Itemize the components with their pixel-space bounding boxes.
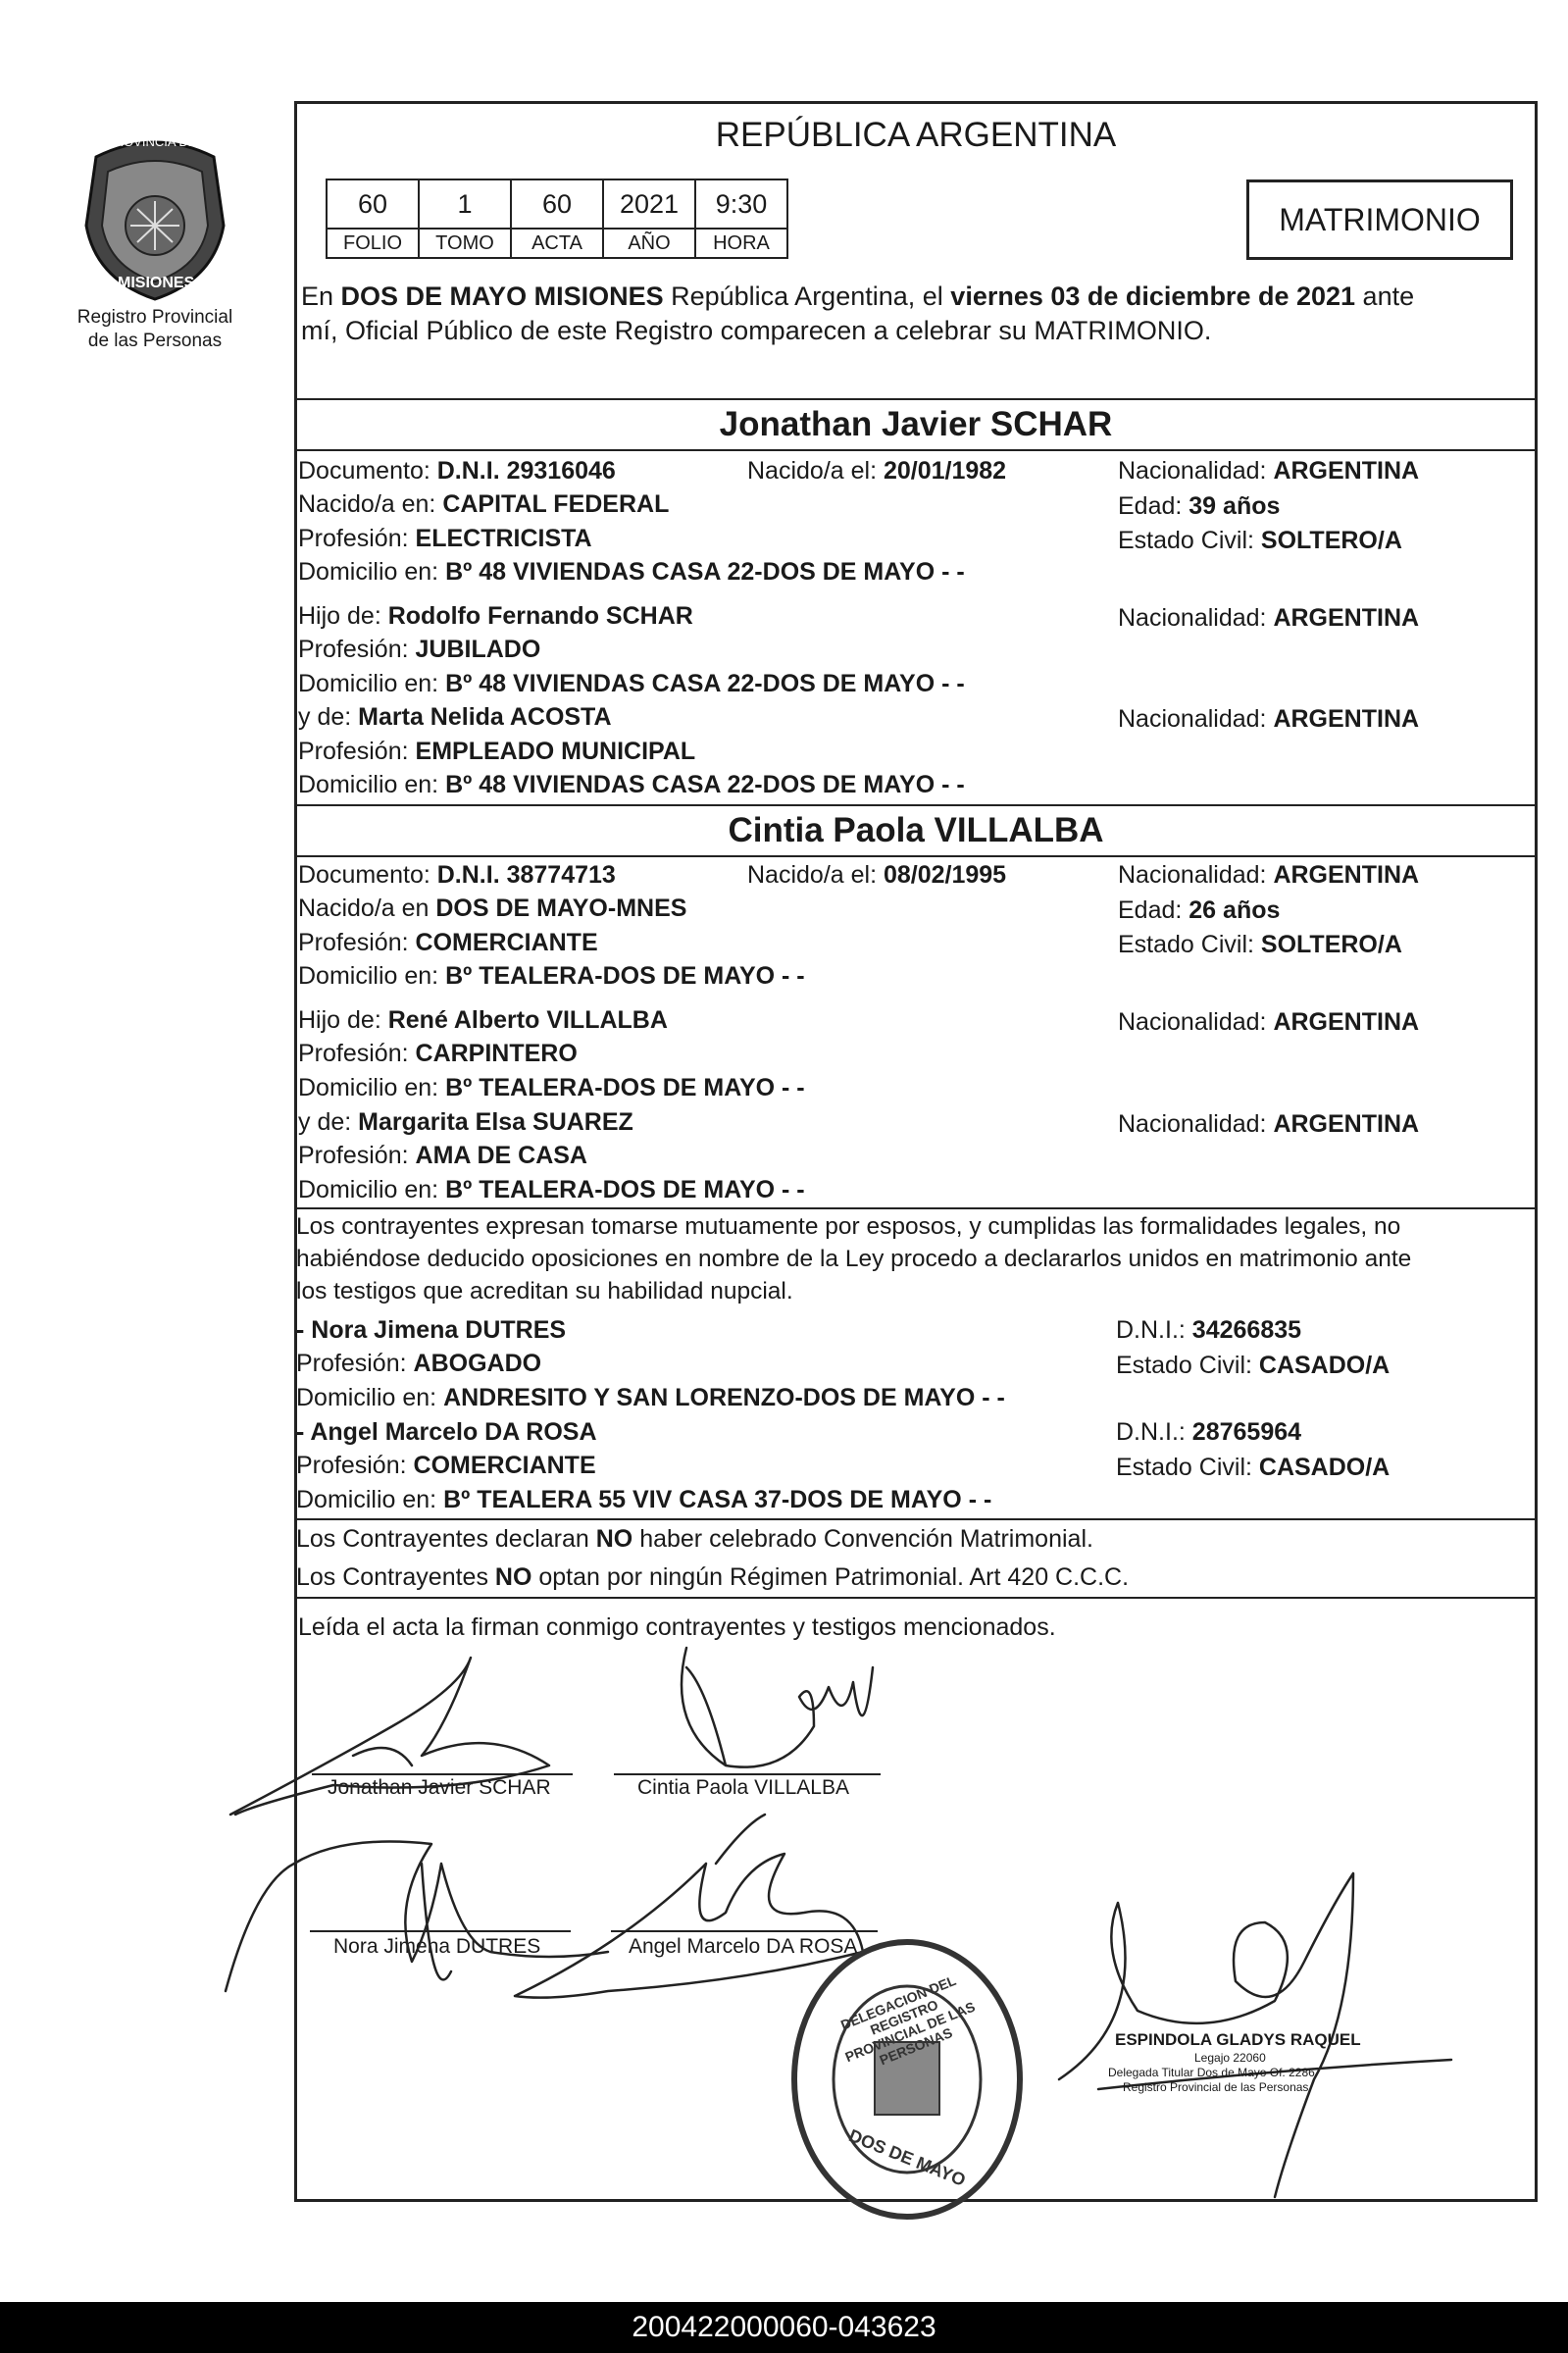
spouse1-address: Domicilio en: Bº 48 VIVIENDAS CASA 22-DOS DE MAYO - - [298,558,965,586]
spouse2-birthdate: Nacido/a el: 08/02/1995 [747,861,1007,889]
spouse1-profession: Profesión: ELECTRICISTA [298,525,592,552]
spouse2-father-name: Hijo de: René Alberto VILLALBA [298,1006,668,1034]
witness1-civil-status: Estado Civil: CASADO/A [1116,1352,1391,1379]
spouse2-age: Edad: 26 años [1118,896,1281,924]
official-legajo: Legajo 22060 [1194,2051,1266,2065]
signature-spouse1 [230,1658,549,1815]
spouse2-name: Cintia Paola VILLALBA [728,811,1104,849]
field-hora: 9:30 HORA [694,179,788,259]
spouse1-documento: Documento: D.N.I. 29316046 [298,457,616,485]
signature-label-witness2: Angel Marcelo DA ROSA [629,1935,858,1958]
signature-label-spouse2: Cintia Paola VILLALBA [637,1776,849,1799]
spouse1-civil-status: Estado Civil: SOLTERO/A [1118,527,1402,554]
field-ano: 2021 AÑO [602,179,696,259]
official-name: ESPINDOLA GLADYS RAQUEL [1115,2030,1361,2049]
spouse1-name: Jonathan Javier SCHAR [719,405,1113,443]
spouse2-civil-status: Estado Civil: SOLTERO/A [1118,931,1402,958]
signature-witness1 [226,1842,608,1992]
registry-stamp-icon [784,1932,1030,2226]
intro-line2: mí, Oficial Público de este Registro comparecen a celebrar su MATRIMONIO. [301,316,1212,345]
intro-line1: En DOS DE MAYO MISIONES República Argentina, el viernes 03 de diciembre de 2021 ante [301,281,1415,311]
signature-spouse2 [682,1648,873,1767]
spouse1-mother-nationality: Nacionalidad: ARGENTINA [1118,705,1420,733]
spouse2-mother-name: y de: Margarita Elsa SUAREZ [298,1108,633,1136]
spouse2-father-nationality: Nacionalidad: ARGENTINA [1118,1008,1420,1036]
signature-label-witness1: Nora Jimena DUTRES [333,1935,541,1958]
spouse2-mother-profession: Profesión: AMA DE CASA [298,1142,587,1169]
spouse1-father-nationality: Nacionalidad: ARGENTINA [1118,604,1420,632]
witness1-name: - Nora Jimena DUTRES [296,1316,567,1344]
spouse1-father-profession: Profesión: JUBILADO [298,636,541,663]
spouse1-birthplace: Nacido/a en: CAPITAL FEDERAL [298,490,670,518]
official-role: Delegada Titular Dos de Mayo Of. 2286 [1108,2066,1315,2079]
logo-caption-line2: de las Personas [87,331,223,351]
spouse2-address: Domicilio en: Bº TEALERA-DOS DE MAYO - - [298,962,805,990]
act-type: MATRIMONIO [1246,179,1513,260]
spouse1-nationality: Nacionalidad: ARGENTINA [1118,457,1420,485]
closing-text: Leída el acta la firman conmigo contrayentes y testigos mencionados. [298,1613,1056,1641]
witness2-civil-status: Estado Civil: CASADO/A [1116,1454,1391,1481]
spouse1-father-address: Domicilio en: Bº 48 VIVIENDAS CASA 22-DOS DE MAYO - - [298,670,965,697]
spouse2-father-profession: Profesión: CARPINTERO [298,1040,578,1067]
seal-text-top: PROVINCIA DE [106,134,197,149]
witness1-profession: Profesión: ABOGADO [296,1350,542,1377]
stamp-inner-text: DOS DE MAYO [845,2125,969,2190]
declaration-line3: los testigos que acreditan su habilidad nupcial. [296,1278,793,1304]
spouse1-mother-address: Domicilio en: Bº 48 VIVIENDAS CASA 22-DOS DE MAYO - - [298,771,965,798]
spouse2-documento: Documento: D.N.I. 38774713 [298,861,616,889]
stamp-ring-text: DELEGACION DEL REGISTRO PROVINCIAL DE LAS PERSONAS [837,1971,978,2069]
logo-caption-line1: Registro Provincial [76,307,233,328]
signature-label-spouse1: Jonathan Javier SCHAR [328,1776,551,1799]
declaration-line1: Los contrayentes expresan tomarse mutuamente por esposos, y cumplidas las formalidades legales, no [296,1213,1401,1240]
spouse2-mother-nationality: Nacionalidad: ARGENTINA [1118,1110,1420,1138]
witness2-dni: D.N.I.: 28765964 [1116,1418,1302,1446]
witness1-dni: D.N.I.: 34266835 [1116,1316,1302,1344]
spouse2-birthplace: Nacido/a en DOS DE MAYO-MNES [298,895,687,922]
spouse2-father-address: Domicilio en: Bº TEALERA-DOS DE MAYO - - [298,1074,805,1101]
spouse1-mother-profession: Profesión: EMPLEADO MUNICIPAL [298,738,696,765]
field-folio: 60 FOLIO [326,179,420,259]
declaration-line2: habiéndose deducido oposiciones en nombre de la Ley procedo a declararlos unidos en matrimonio ante [296,1246,1412,1272]
witness1-address: Domicilio en: ANDRESITO Y SAN LORENZO-DOS DE MAYO - - [296,1384,1005,1411]
witness2-profession: Profesión: COMERCIANTE [296,1452,596,1479]
witness2-name: - Angel Marcelo DA ROSA [296,1418,597,1446]
spouse2-profession: Profesión: COMERCIANTE [298,929,598,956]
witness2-address: Domicilio en: Bº TEALERA 55 VIV CASA 37-DOS DE MAYO - - [296,1486,992,1513]
spouse1-birthdate: Nacido/a el: 20/01/1982 [747,457,1007,485]
spouse1-mother-name: y de: Marta Nelida ACOSTA [298,703,612,731]
page-title: REPÚBLICA ARGENTINA [715,116,1117,154]
spouse1-father-name: Hijo de: Rodolfo Fernando SCHAR [298,602,693,630]
seal-text-bottom: MISIONES [118,275,195,291]
spouse2-nationality: Nacionalidad: ARGENTINA [1118,861,1420,889]
field-acta: 60 ACTA [510,179,604,259]
convention-line2: Los Contrayentes NO optan por ningún Régimen Patrimonial. Art 420 C.C.C. [296,1563,1130,1591]
document-code: 200422000060-043623 [0,2302,1568,2353]
spouse1-age: Edad: 39 años [1118,492,1281,520]
spouse2-mother-address: Domicilio en: Bº TEALERA-DOS DE MAYO - - [298,1176,805,1203]
field-tomo: 1 TOMO [418,179,512,259]
convention-line1: Los Contrayentes declaran NO haber celebrado Convención Matrimonial. [296,1525,1093,1553]
official-org: Registro Provincial de las Personas [1123,2080,1309,2094]
